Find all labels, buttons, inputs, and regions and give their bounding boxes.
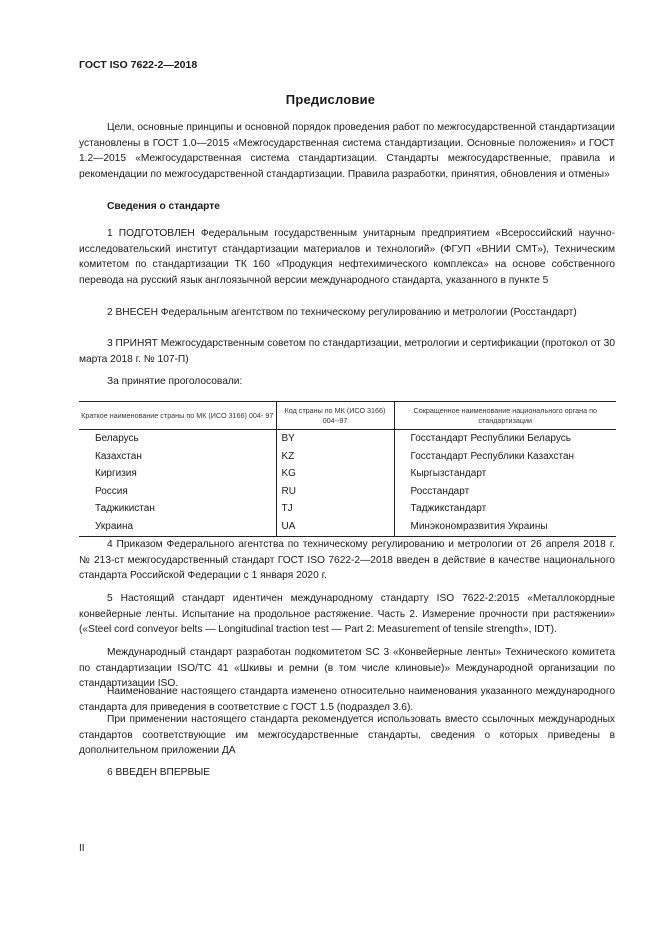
table-cell-code: KG (276, 465, 394, 483)
table-cell-code: KZ (276, 448, 394, 466)
table-cell-body: Кыргызстандарт (394, 465, 616, 483)
table-cell-body: Росстандарт (394, 483, 616, 501)
table-cell-code: UA (276, 518, 394, 536)
table-cell-country: Россия (95, 485, 128, 497)
table-header-code: Код страны по МК (ИСО 3166) 004--97 (276, 402, 394, 430)
item-6-paragraph: 6 ВВЕДЕН ВПЕРВЫЕ (107, 767, 211, 778)
table-row (79, 430, 616, 448)
table-row (79, 500, 616, 518)
table-cell-country: Киргизия (95, 468, 137, 480)
table-cell-country: Беларусь (95, 433, 139, 444)
table-cell-body: Таджикстандарт (394, 500, 616, 518)
table-header-row (79, 402, 616, 430)
table-cell-country: Таджикистан (95, 503, 155, 515)
table-cell-code: TJ (276, 500, 394, 518)
table-row (79, 483, 616, 501)
info-heading: Сведения о стандарте (107, 201, 220, 212)
table-header-body: Сокращенное наименование национального органа по стандартизации (394, 402, 616, 430)
page-title: Предисловие (285, 92, 376, 107)
item-2-paragraph: 2 ВНЕСЕН Федеральным агентством по техническому регулированию и метрологии (Росстандарт) (107, 307, 577, 318)
item-1-paragraph: 1 ПОДГОТОВЛЕН Федеральным государственным унитарным предприятием «Всероссийский научно-исследовательский институт стандартизации материалов и технологий» (ФГУП «ВНИИ СМТ»), Техническим комитетом по стандартизации ТК 160 «Продукция нефтехимического комплекса» на основе собственного перевода на русский язык англоязычной версии международного стандарта, указанного в пункте 5 (79, 228, 615, 286)
voting-table (79, 401, 616, 537)
item-5-name-change-paragraph: Наименование настоящего стандарта изменено относительно наименования указанного международного стандарта для приведения в соответствие с ГОСТ 1.5 (подраздел 3.6). (79, 686, 615, 713)
table-row (79, 465, 616, 483)
page-number: II (79, 843, 85, 854)
item-3-paragraph: 3 ПРИНЯТ Межгосударственным советом по стандартизации, метрологии и сертификации (протокол от 30 марта 2018 г. № 107-П) (79, 338, 615, 365)
table-cell-country: Казахстан (95, 450, 142, 462)
table-row (79, 518, 616, 536)
table-header-country: Краткое наименование страны по МК (ИСО 3166) 004- 97 (79, 402, 276, 430)
table-cell-body: Минэкономразвития Украины (394, 518, 616, 536)
table-cell-code: RU (276, 483, 394, 501)
table-cell-code: BY (276, 430, 394, 448)
table-row (79, 448, 616, 466)
item-5-paragraph: 5 Настоящий стандарт идентичен международному стандарту ISO 7622-2:2015 «Металлокордные конвейерные ленты. Испытание на продольное растяжение. Часть 2. Измерение прочности при растяжении» («Steel cord conveyor belts — Longitudinal traction test — Part 2: Measurement of tensile strength», IDT). (79, 593, 615, 635)
item-4-paragraph: 4 Приказом Федерального агентства по техническому регулированию и метрологии от 26 апреля 2018 г. № 213-ст межгосударственный стандарт ГОСТ ISO 7622-2—2018 введен в действие в качестве национального стандарта Российской Федерации с 1 января 2020 г. (79, 539, 615, 581)
voted-label: За принятие проголосовали: (107, 376, 243, 387)
intro-paragraph: Цели, основные принципы и основной порядок проведения работ по межгосударственной стандартизации установлены в ГОСТ 1.0—2015 «Межгосударственная система стандартизации. Основные положения» и ГОСТ 1.2—2015 «Межгосударственная система стандартизации. Стандарты межгосударственные, правила и рекомендации по межгосударственной стандартизации. Правила разработки, принятия, обновления и отмены» (79, 122, 615, 180)
table-cell-country: Украина (79, 518, 276, 536)
item-5-references-paragraph: При применении настоящего стандарта рекомендуется использовать вместо ссылочных международных стандартов соответствующие им межгосударственные стандарты, сведения о которых приведены в дополнительном приложении ДА (79, 714, 615, 756)
item-5-subcommittee-paragraph: Международный стандарт разработан подкомитетом SC 3 «Конвейерные ленты» Технического комитета по стандартизации ISO/TC 41 «Шкивы и ремни (в том числе клиновые)» Международной организации по стандартизации ISO. (79, 647, 615, 689)
table-cell-body: Госстандарт Республики Беларусь (394, 430, 616, 448)
document-code-header: ГОСТ ISO 7622-2—2018 (79, 59, 198, 71)
table-cell-body: Госстандарт Республики Казахстан (394, 448, 616, 466)
